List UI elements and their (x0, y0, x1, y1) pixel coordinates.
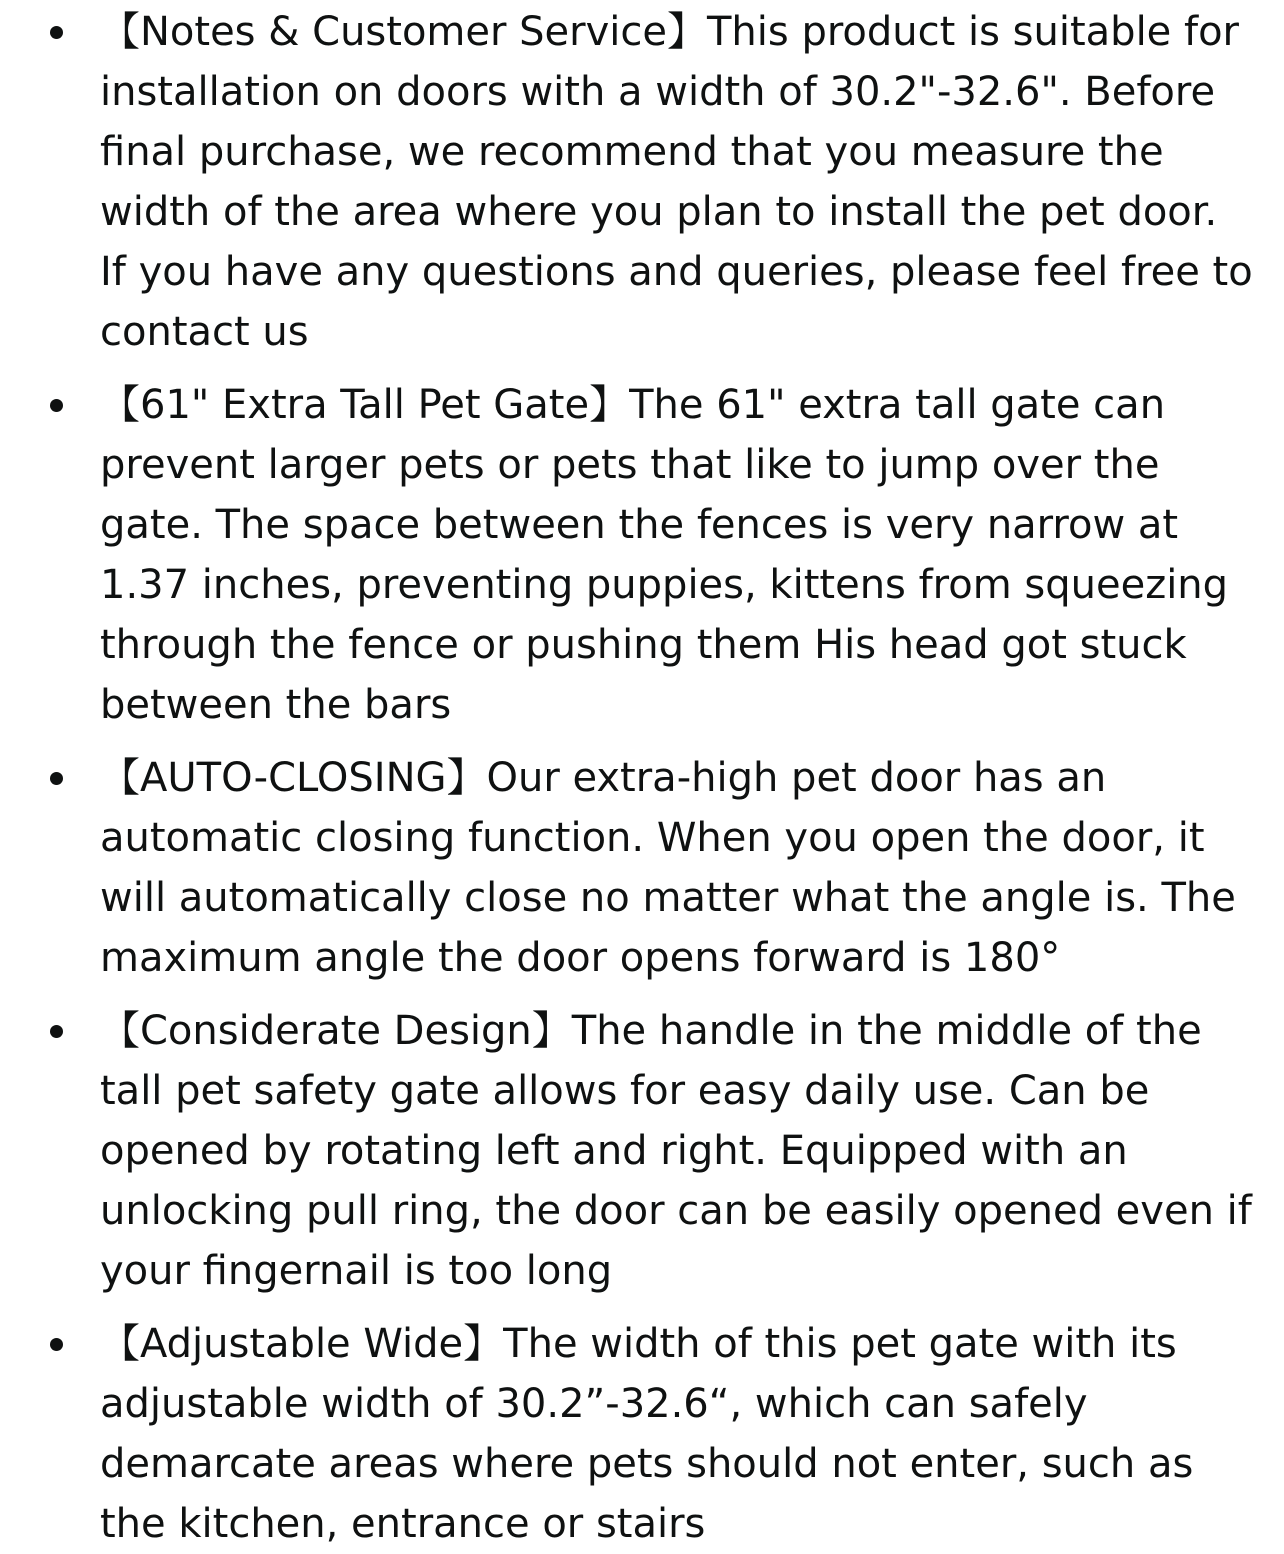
feature-bullet-text: 【Notes & Customer Service】This product is suitable for installation on doors with a width of 30.2"-32.6". Before final purchase, we recommend that you measure the width of the area where you plan to install the pet door. If you have any questions and queries, please feel free to contact us (100, 9, 1253, 355)
bullet-dot-icon (50, 1025, 63, 1038)
feature-bullet-adjustable-wide (0, 1314, 1284, 1554)
bullet-dot-icon (50, 399, 63, 412)
feature-bullet-text: 【Adjustable Wide】The width of this pet gate with its adjustable width of 30.2”-32.6“, which can safely demarcate areas where pets should not enter, such as the kitchen, entrance or stairs (100, 1321, 1194, 1547)
bullet-dot-icon (50, 1338, 63, 1351)
feature-bullet-auto-closing (0, 748, 1284, 988)
feature-bullet-text: 【AUTO-CLOSING】Our extra-high pet door has an automatic closing function. When you open the door, it will automatically close no matter what the angle is. The maximum angle the door opens forward is 180° (100, 755, 1236, 981)
feature-bullet-list (0, 2, 1284, 1554)
feature-bullet-considerate-design (0, 1001, 1284, 1301)
feature-bullet-notes-customer-service (0, 2, 1284, 362)
bullet-dot-icon (50, 772, 63, 785)
bullet-dot-icon (50, 26, 63, 39)
feature-bullet-text: 【Considerate Design】The handle in the middle of the tall pet safety gate allows for easy daily use. Can be opened by rotating left and right. Equipped with an unlocking pull ring, the door can be easily opened even if your fingernail is too long (100, 1008, 1252, 1294)
feature-bullet-extra-tall-gate (0, 375, 1284, 735)
feature-bullet-text: 【61" Extra Tall Pet Gate】The 61" extra tall gate can prevent larger pets or pets that like to jump over the gate. The space between the fences is very narrow at 1.37 inches, preventing puppies, kittens from squeezing through the fence or pushing them His head got stuck between the bars (100, 382, 1229, 728)
